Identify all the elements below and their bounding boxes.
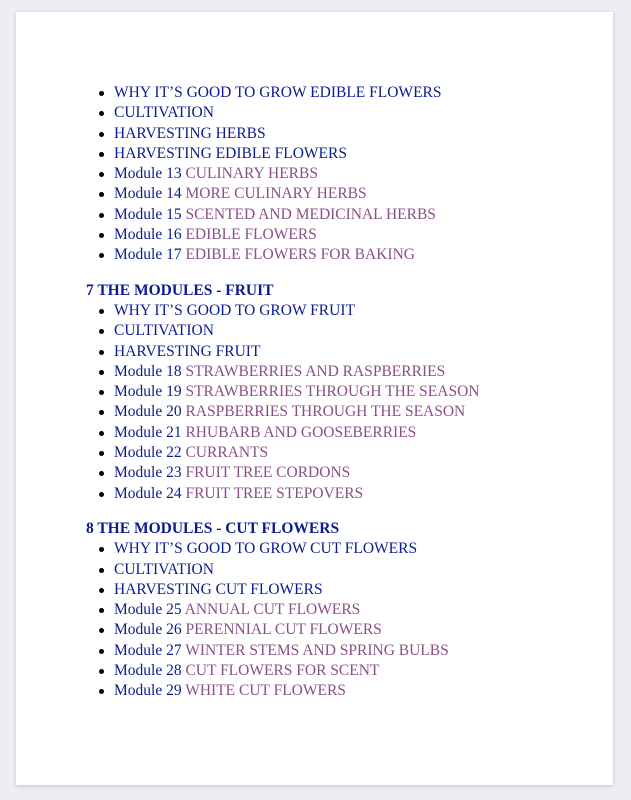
bullet-icon [99,309,104,314]
item-text: WHY IT’S GOOD TO GROW EDIBLE FLOWERS [114,84,442,101]
module-number: Module 27 [114,641,182,659]
module-title[interactable]: FRUIT TREE CORDONS [185,464,351,482]
module-title[interactable]: RHUBARB AND GOOSEBERRIES [185,423,417,441]
bullet-icon [99,192,104,197]
module-link[interactable] [86,382,606,402]
module-number: Module 29 [114,682,182,700]
module-title[interactable]: CURRANTS [185,444,269,462]
module-title[interactable]: RASPBERRIES THROUGH THE SEASON [185,403,466,421]
bullet-icon [99,152,104,157]
item-text: WHY IT’S GOOD TO GROW FRUIT [114,301,355,319]
fruit-list [86,301,606,504]
bullet-icon [99,132,104,137]
list-item[interactable] [86,580,606,600]
module-link[interactable] [86,600,606,620]
module-number: Module 21 [114,423,182,441]
module-title[interactable]: EDIBLE FLOWERS FOR BAKING [185,246,415,264]
module-number: Module 23 [114,464,182,482]
bullet-icon [99,370,104,375]
module-number: Module 24 [114,484,182,502]
item-text: HARVESTING HERBS [114,124,266,142]
module-number: Module 20 [114,403,182,421]
module-link[interactable] [86,681,606,701]
module-link[interactable] [86,245,606,265]
module-title[interactable]: ANNUAL CUT FLOWERS [184,601,361,619]
list-item[interactable] [86,144,606,164]
list-item[interactable] [86,301,606,321]
module-number: Module 15 [114,205,182,223]
module-title[interactable]: PERENNIAL CUT FLOWERS [185,621,382,639]
module-link[interactable] [86,620,606,640]
item-text: CULTIVATION [114,322,214,340]
module-number: Module 26 [114,621,182,639]
bullet-icon [99,492,104,497]
module-link[interactable] [86,184,606,204]
module-link[interactable] [86,362,606,382]
bullet-icon [99,172,104,177]
module-title[interactable]: FRUIT TREE STEPOVERS [185,484,364,502]
list-item[interactable] [86,83,606,103]
list-item[interactable] [86,103,606,123]
module-number: Module 22 [114,444,182,462]
list-item[interactable] [86,342,606,362]
list-item[interactable] [86,321,606,341]
module-title[interactable]: STRAWBERRIES THROUGH THE SEASON [185,383,480,401]
module-link[interactable] [86,205,606,225]
module-title[interactable]: CUT FLOWERS FOR SCENT [185,662,380,680]
item-text: CULTIVATION [114,104,214,122]
item-text: HARVESTING FRUIT [114,342,261,360]
section-title-fruit: 7 THE MODULES - FRUIT [86,281,274,299]
bullet-icon [99,588,104,593]
bullet-icon [99,568,104,573]
module-title[interactable]: MORE CULINARY HERBS [185,185,367,203]
module-link[interactable] [86,443,606,463]
bullet-icon [99,390,104,395]
module-title[interactable]: WINTER STEMS AND SPRING BULBS [185,641,449,659]
section-title-cut-flowers: 8 THE MODULES - CUT FLOWERS [86,519,340,537]
bullet-icon [99,547,104,552]
module-link[interactable] [86,225,606,245]
module-link[interactable] [86,423,606,443]
module-link[interactable] [86,484,606,504]
bullet-icon [99,431,104,436]
module-title[interactable]: STRAWBERRIES AND RASPBERRIES [185,362,446,380]
cut-flowers-list [86,539,606,701]
list-item[interactable] [86,124,606,144]
module-number: Module 28 [114,662,182,680]
spacer [86,266,606,281]
module-number: Module 16 [114,226,182,244]
module-number: Module 25 [114,601,182,619]
bullet-icon [99,689,104,694]
module-title[interactable]: CULINARY HERBS [185,165,318,183]
bullet-icon [99,471,104,476]
bullet-icon [99,649,104,654]
table-of-contents [86,83,606,702]
bullet-icon [99,669,104,674]
module-title[interactable]: EDIBLE FLOWERS [185,226,317,244]
module-title[interactable]: SCENTED AND MEDICINAL HERBS [185,205,436,223]
bullet-icon [99,213,104,218]
bullet-icon [99,233,104,238]
bullet-icon [99,628,104,633]
bullet-icon [99,91,104,96]
bullet-icon [99,608,104,613]
module-link[interactable] [86,661,606,681]
module-link[interactable] [86,402,606,422]
module-link[interactable] [86,641,606,661]
module-link[interactable] [86,463,606,483]
module-number: Module 13 [114,165,182,183]
module-number: Module 18 [114,362,182,380]
item-text: WHY IT’S GOOD TO GROW CUT FLOWERS [114,540,418,558]
module-link[interactable] [86,164,606,184]
herbs-list [86,83,606,266]
document-page [16,12,613,785]
module-number: Module 14 [114,185,182,203]
module-number: Module 19 [114,383,182,401]
module-number: Module 17 [114,246,182,264]
item-text: HARVESTING EDIBLE FLOWERS [114,144,347,162]
bullet-icon [99,410,104,415]
bullet-icon [99,253,104,258]
bullet-icon [99,111,104,116]
spacer [86,504,606,519]
bullet-icon [99,350,104,355]
item-text: HARVESTING CUT FLOWERS [114,580,323,598]
list-item[interactable] [86,539,606,559]
bullet-icon [99,451,104,456]
list-item[interactable] [86,560,606,580]
item-text: CULTIVATION [114,560,214,578]
module-title[interactable]: WHITE CUT FLOWERS [185,682,346,700]
bullet-icon [99,329,104,334]
